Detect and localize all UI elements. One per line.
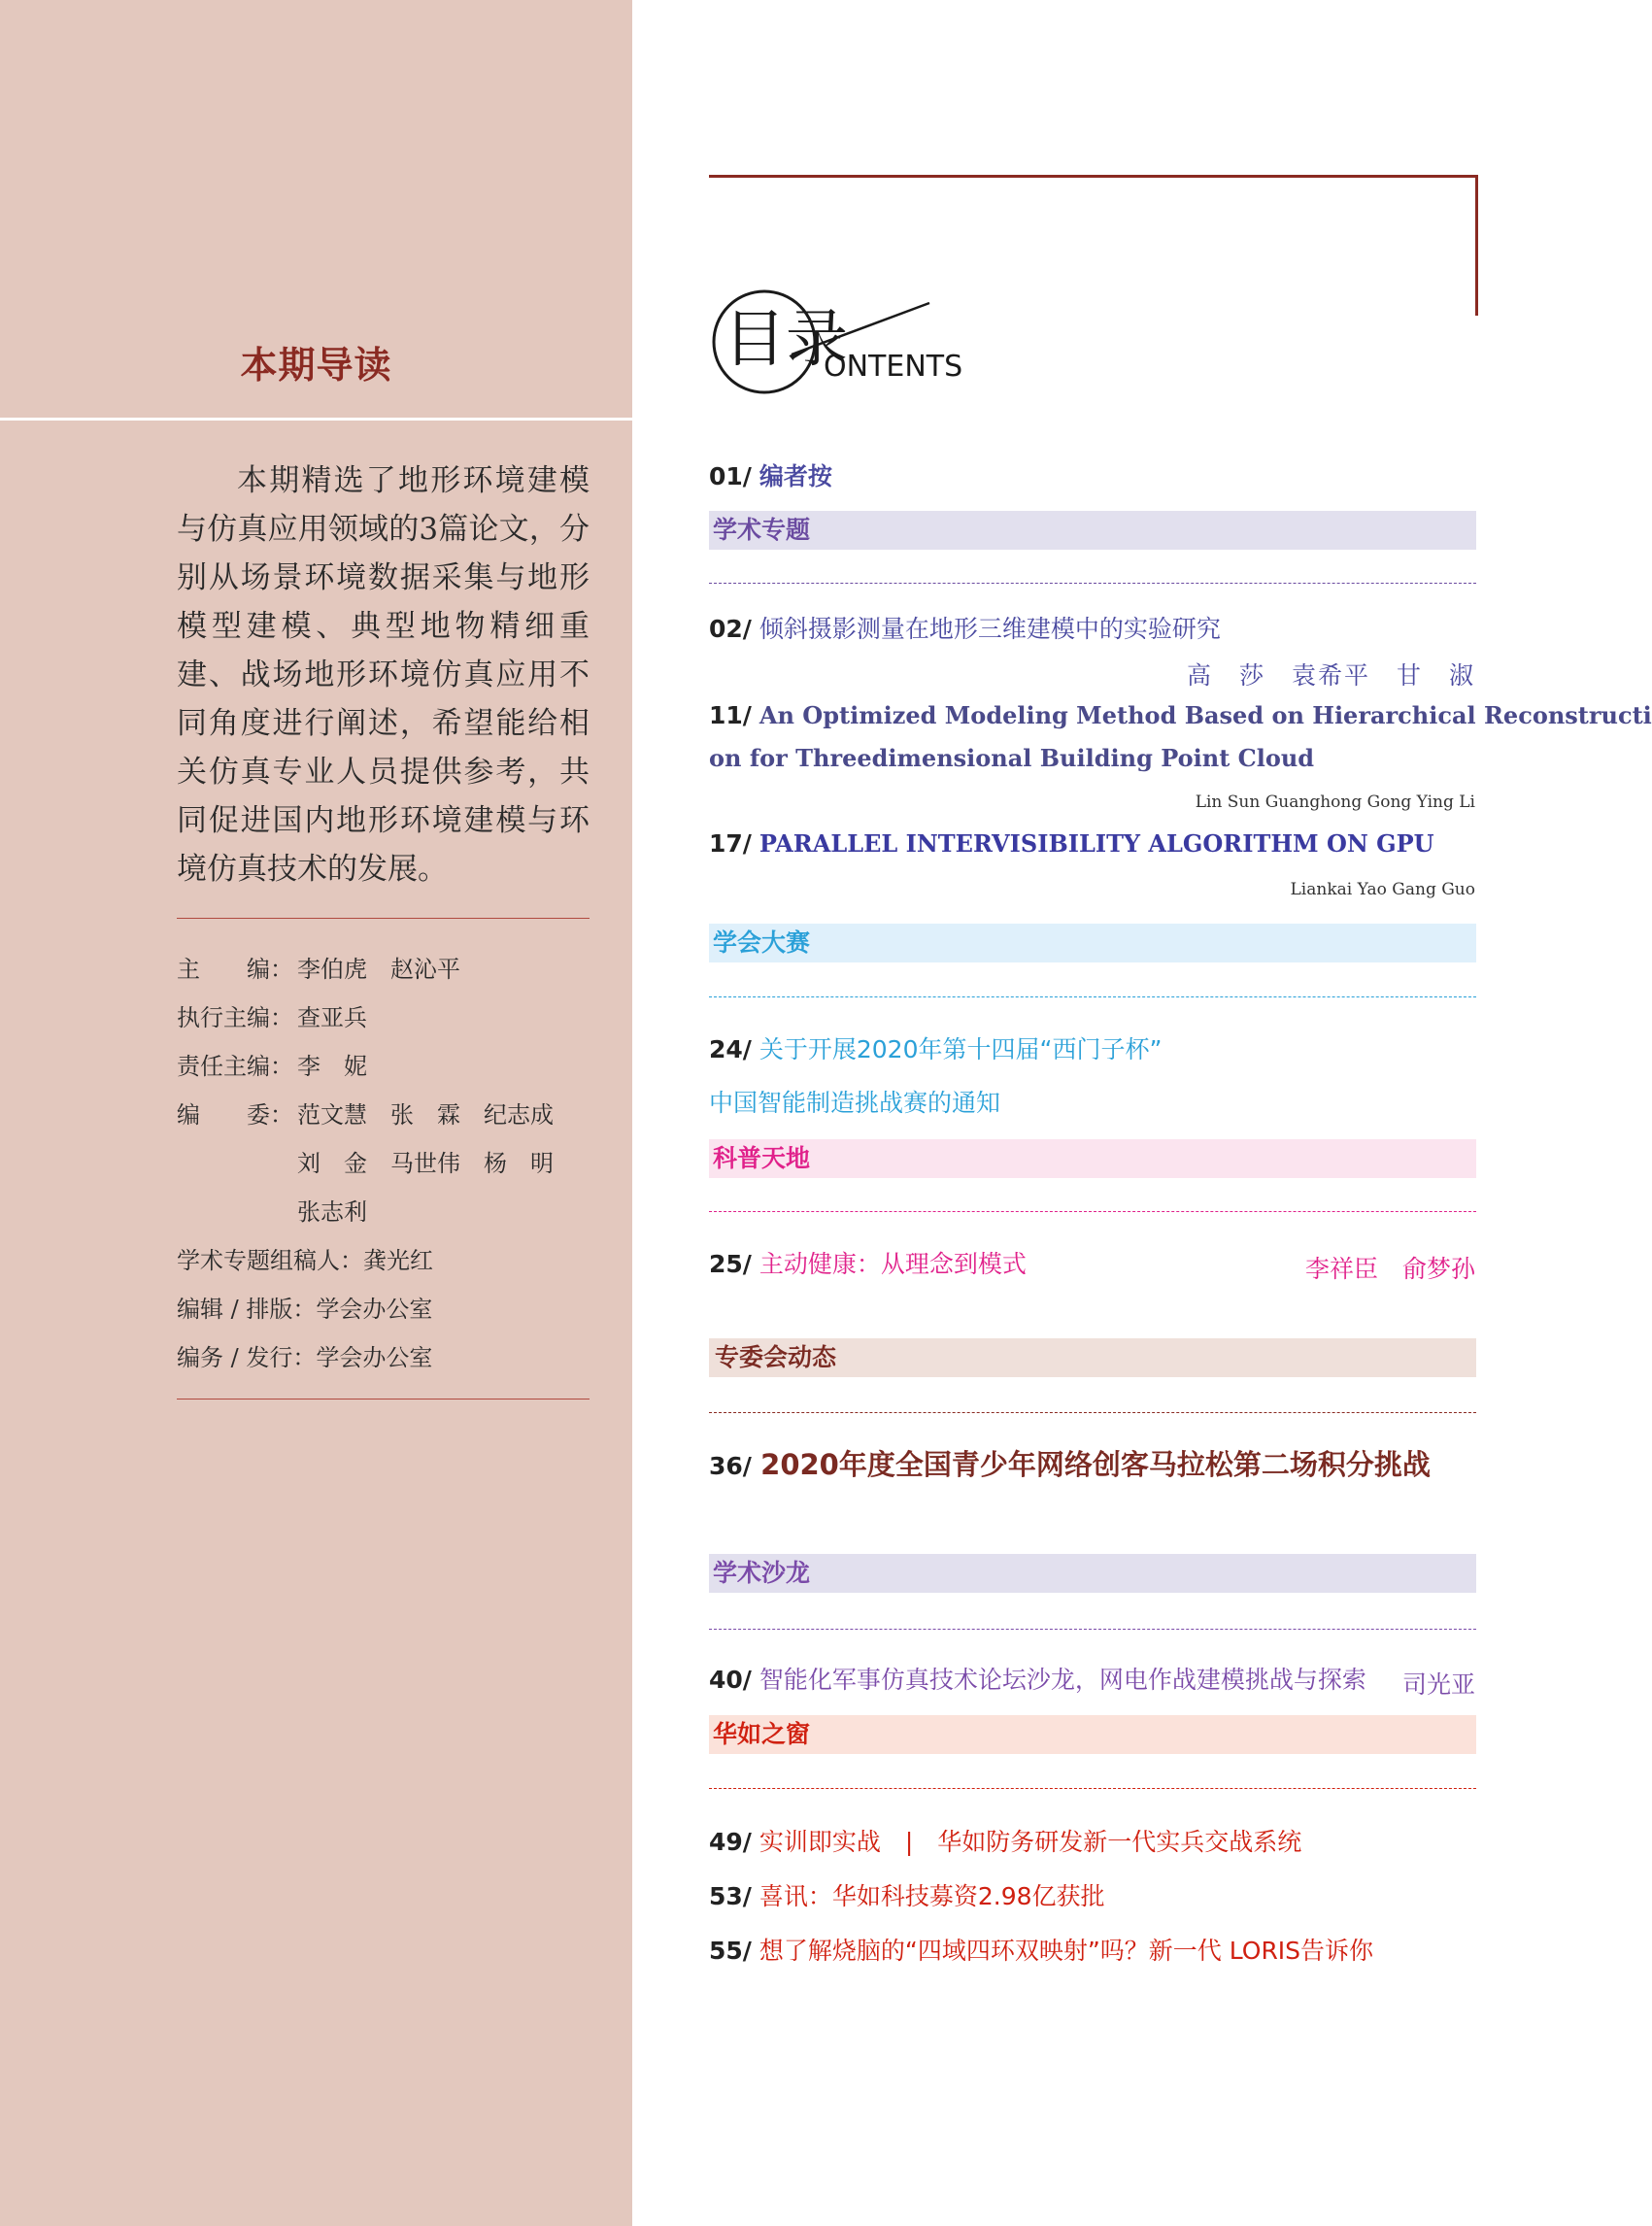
credit-value: 张志利: [297, 1197, 367, 1226]
entry-title-line-1: 关于开展2020年第十四届“西门子杯”: [759, 1035, 1163, 1063]
toc-entry-25[interactable]: [709, 1248, 1027, 1281]
section-header-science: 科普天地: [709, 1139, 1476, 1178]
entry-title: 实训即实战 | 华如防务研发新一代实兵交战系统: [759, 1828, 1302, 1856]
credit-label: 编 委：: [177, 1100, 293, 1129]
toc-entry-02[interactable]: [709, 613, 1221, 646]
dashed-divider: [709, 1788, 1476, 1789]
credit-value: 学会办公室: [316, 1343, 433, 1371]
page-number: 49/: [709, 1828, 752, 1856]
credit-row: [177, 1088, 604, 1136]
section-header-huaru: 华如之窗: [709, 1715, 1476, 1754]
page-number: 40/: [709, 1666, 752, 1694]
toc-entry-17[interactable]: [709, 827, 1434, 860]
section-header-contest: 学会大赛: [709, 924, 1476, 962]
entry-title-line-2: 中国智能制造挑战赛的通知: [709, 1089, 1001, 1117]
entry-title-line-2: on for Threedimensional Building Point Cloud: [709, 744, 1315, 772]
credit-value: 李伯虎 赵沁平: [297, 955, 460, 983]
entry-title: 想了解烧脑的“四域四环双映射”吗？新一代 LORIS告诉你: [759, 1937, 1374, 1965]
credit-row: [177, 1039, 604, 1088]
dashed-divider: [709, 583, 1476, 584]
entry-title: 智能化军事仿真技术论坛沙龙，网电作战建模挑战与探索: [759, 1666, 1366, 1694]
frame-right-line: [1475, 175, 1478, 316]
toc-entry-55[interactable]: [709, 1935, 1373, 1968]
entry-authors: Liankai Yao Gang Guo: [1290, 880, 1475, 899]
credit-label: 编务 / 发行：: [177, 1343, 317, 1371]
entry-title: PARALLEL INTERVISIBILITY ALGORITHM ON GPU: [759, 829, 1434, 858]
entry-title: 倾斜摄影测量在地形三维建模中的实验研究: [759, 615, 1221, 643]
logo-chinese-text: 目录: [724, 304, 848, 376]
credit-value: 查亚兵: [297, 1003, 367, 1031]
credit-row: [177, 1136, 604, 1185]
entry-authors: 高 莎 袁希平 甘 淑: [1186, 661, 1475, 690]
page-number: 36/: [709, 1452, 752, 1480]
toc-entry-36[interactable]: [709, 1446, 1431, 1485]
credit-row: [177, 1331, 604, 1379]
toc-entry-53[interactable]: [709, 1880, 1105, 1913]
section-header-committee: 专委会动态: [709, 1338, 1476, 1377]
entry-title: 编者按: [759, 462, 832, 490]
masthead-credits: [177, 942, 604, 1379]
credit-value: 李 妮: [297, 1052, 367, 1080]
divider: [0, 418, 632, 421]
credit-value: 范文慧 张 霖 纪志成: [297, 1100, 554, 1129]
entry-title-line-1: An Optimized Modeling Method Based on Hierarchical Reconstructi: [759, 701, 1652, 729]
credit-value: 龚光红: [363, 1246, 433, 1274]
entry-title: 喜讯：华如科技募资2.98亿获批: [759, 1882, 1105, 1910]
dashed-divider: [709, 996, 1476, 997]
credit-value: 刘 金 马世伟 杨 明: [297, 1149, 554, 1177]
divider: [177, 918, 590, 919]
section-header-academic: 学术专题: [709, 511, 1476, 550]
credit-row: [177, 1282, 604, 1331]
toc-entry-01[interactable]: [709, 460, 832, 493]
dashed-divider: [709, 1211, 1476, 1212]
section-header-salon: 学术沙龙: [709, 1554, 1476, 1593]
frame-top-line: [709, 175, 1478, 178]
page-number: 11/: [709, 701, 752, 729]
entry-authors: 司光亚: [1401, 1670, 1475, 1699]
credit-label: 责任主编：: [177, 1052, 293, 1080]
contents-logo: [704, 272, 995, 398]
entry-authors: 李祥臣 俞梦孙: [1304, 1255, 1475, 1283]
logo-english-text: ONTENTS: [824, 350, 963, 384]
toc-entry-49[interactable]: [709, 1826, 1301, 1859]
credit-label: 学术专题组稿人：: [177, 1246, 363, 1274]
credit-value: 学会办公室: [316, 1295, 433, 1323]
toc-entry-24[interactable]: [709, 1033, 1162, 1066]
page-number: 25/: [709, 1250, 752, 1278]
issue-guide-title: 本期导读: [240, 343, 392, 387]
credit-row: [177, 1185, 604, 1233]
entry-title: 2020年度全国青少年网络创客马拉松第二场积分挑战: [760, 1448, 1431, 1481]
credit-row: [177, 991, 604, 1039]
dashed-divider: [709, 1629, 1476, 1630]
page-number: 55/: [709, 1937, 752, 1965]
page-number: 17/: [709, 829, 752, 858]
editorial-sidebar: [0, 0, 632, 2226]
entry-authors: Lin Sun Guanghong Gong Ying Li: [1195, 793, 1475, 812]
credit-label: 执行主编：: [177, 1003, 293, 1031]
issue-intro-text: 本期精选了地形环境建模与仿真应用领域的3篇论文，分别从场景环境数据采集与地形模型建模、典型地物精细重建、战场地形环境仿真应用不同角度进行阐述，希望能给相关仿真专业人员提供参考，共同促进国内地形环境建模与环境仿真技术的发展。: [177, 463, 590, 887]
dashed-divider: [709, 1412, 1476, 1413]
credit-row: [177, 1233, 604, 1282]
toc-entry-11[interactable]: [709, 699, 1652, 732]
page-number: 24/: [709, 1035, 752, 1063]
toc-entry-40[interactable]: [709, 1664, 1366, 1697]
page-number: 01/: [709, 462, 752, 490]
divider: [177, 1399, 590, 1400]
page-number: 53/: [709, 1882, 752, 1910]
credit-label: 编辑 / 排版：: [177, 1295, 317, 1323]
credit-label: 主 编：: [177, 955, 293, 983]
page-number: 02/: [709, 615, 752, 643]
credit-row: [177, 942, 604, 991]
entry-title: 主动健康：从理念到模式: [759, 1250, 1027, 1278]
